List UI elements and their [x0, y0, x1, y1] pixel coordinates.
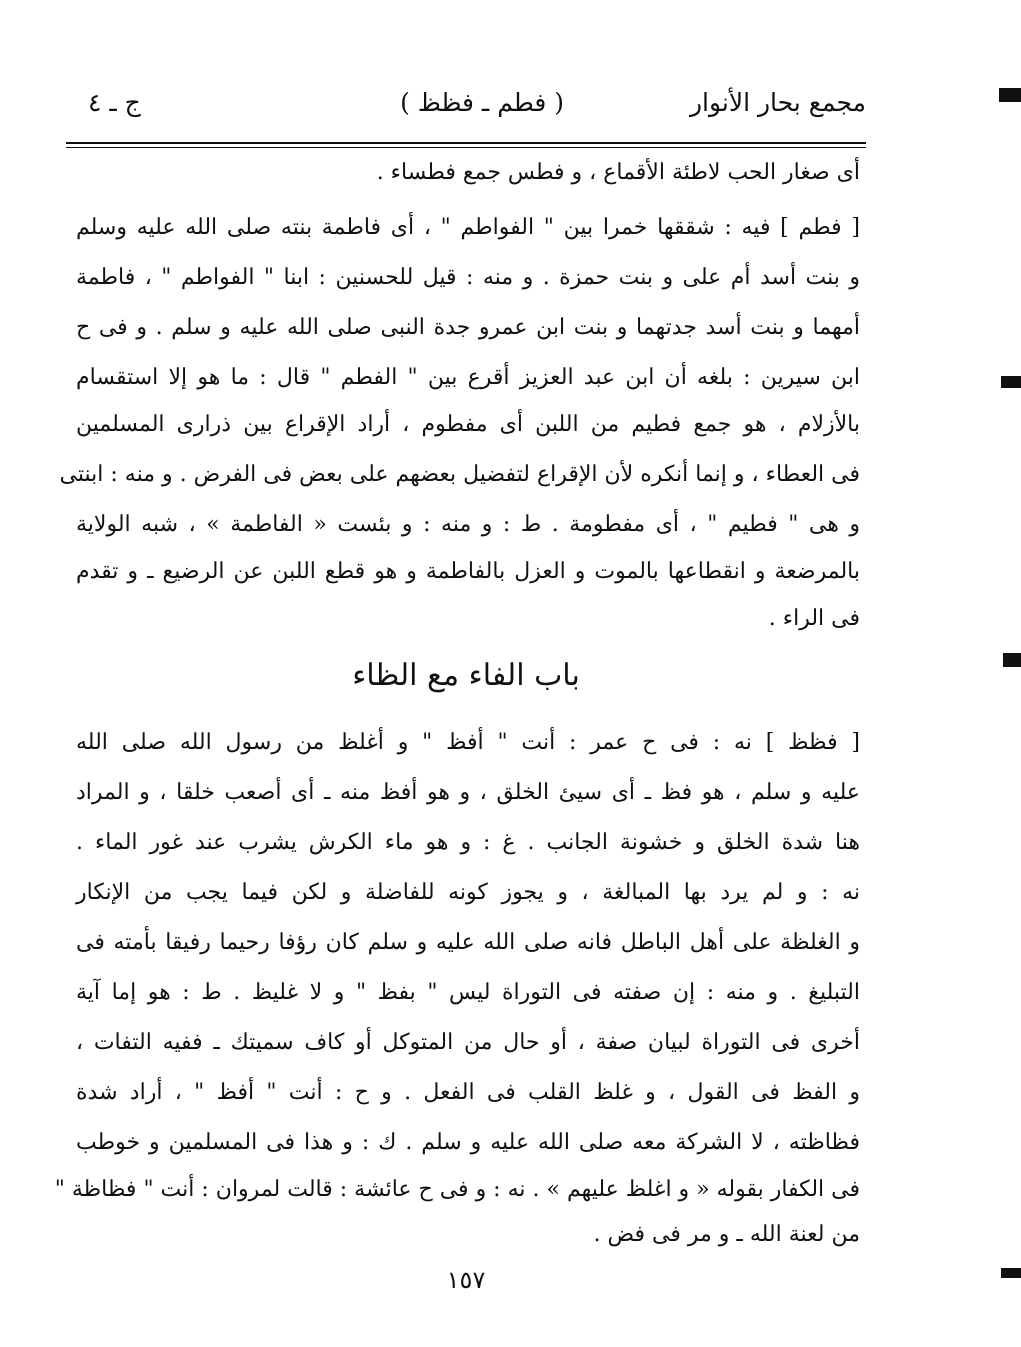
text-line: أمهما و بنت أسد جدتهما و بنت ابن عمرو جدة النبى صلى الله عليه و سلم . و فى ح — [76, 315, 860, 340]
text-line: ابن سيرين : بلغه أن ابن عبد العزيز أقرع بين " الفطم " قال : ما هو إلا استقسام — [76, 365, 860, 390]
text-line: فى العطاء ، و إنما أنكره لأن الإقراع لتفضيل بعضهم على بعض فى الفرض . و منه : ابنتى — [59, 462, 860, 487]
text-line: و الغلظة على أهل الباطل فانه صلى الله عليه و سلم كان رؤفا رحيما رفيقا بأمته فى — [76, 930, 860, 955]
text-line: من لعنة الله ـ و مر فى فض . — [593, 1222, 860, 1247]
text-line: فى الراء . — [768, 606, 860, 631]
page-number: ١٥٧ — [446, 1266, 486, 1294]
scan-mark — [999, 88, 1021, 102]
book-title: مجمع بحار الأنوار — [689, 88, 866, 117]
scan-mark — [1001, 376, 1021, 388]
text-line: و هى " فطيم " ، أى مفطومة . ط : و منه : و بئست « الفاطمة » ، شبه الولاية — [76, 512, 860, 537]
text-line: بالمرضعة و انقطاعها بالموت و العزل بالفاطمة و هو قطع اللبن عن الرضيع ـ و تقدم — [76, 559, 860, 584]
text-line: [ فظظ ] نه : فى ح عمر : أنت " أفظ " و أغلظ من رسول الله صلى الله — [76, 730, 860, 755]
text-line: التبليغ . و منه : إن صفته فى التوراة ليس " بفظ " و لا غليظ . ط : هو إما آية — [76, 980, 860, 1005]
scan-mark — [1003, 653, 1021, 667]
text-line: فى الكفار بقوله « و اغلظ عليهم » . نه : و فى ح عائشة : قالت لمروان : أنت " فظاظة " — [54, 1177, 860, 1202]
scan-mark — [1001, 1268, 1021, 1278]
header-rule-thick — [66, 142, 866, 144]
text-line: بالأزلام ، هو جمع فطيم من اللبن أى مفطوم ، أراد الإقراع بين ذرارى المسلمين — [76, 412, 860, 437]
text-line: [ فطم ] فيه : شققها خمرا بين " الفواطم " ، أى فاطمة بنته صلى الله عليه وسلم — [76, 215, 860, 240]
chapter-heading: باب الفاء مع الظاء — [352, 658, 580, 693]
text-line: نه : و لم يرد بها المبالغة ، و يجوز كونه للفاضلة و لكن فيما يجب من الإنكار — [76, 880, 860, 905]
text-line: أخرى فى التوراة لبيان صفة ، أو حال من المتوكل أو كاف سميتك ـ ففيه التفات ، — [76, 1030, 860, 1055]
text-line: و بنت أسد أم على و بنت حمزة . و منه : قيل للحسنين : ابنا " الفواطم " ، فاطمة — [76, 265, 860, 290]
section-title: ( فطم ـ فظظ ) — [400, 88, 564, 117]
text-line: و الفظ فى القول ، و غلظ القلب فى الفعل . و ح : أنت " أفظ " ، أراد شدة — [76, 1080, 860, 1105]
text-line: عليه و سلم ، هو فظ ـ أى سيئ الخلق ، و هو أفظ منه ـ أى أصعب خلقا ، و المراد — [76, 780, 860, 805]
running-header — [66, 88, 866, 132]
header-rule-thin — [66, 147, 866, 148]
text-line: هنا شدة الخلق و خشونة الجانب . غ : و هو ماء الكرش يشرب عند غور الماء . — [76, 830, 860, 855]
volume-label: ج ـ ٤ — [88, 88, 141, 117]
text-line: فظاظته ، لا الشركة معه صلى الله عليه و سلم . ك : و هذا فى المسلمين و خوطب — [76, 1130, 860, 1155]
text-line: أى صغار الحب لاطئة الأقماع ، و فطس جمع فطساء . — [376, 160, 860, 185]
